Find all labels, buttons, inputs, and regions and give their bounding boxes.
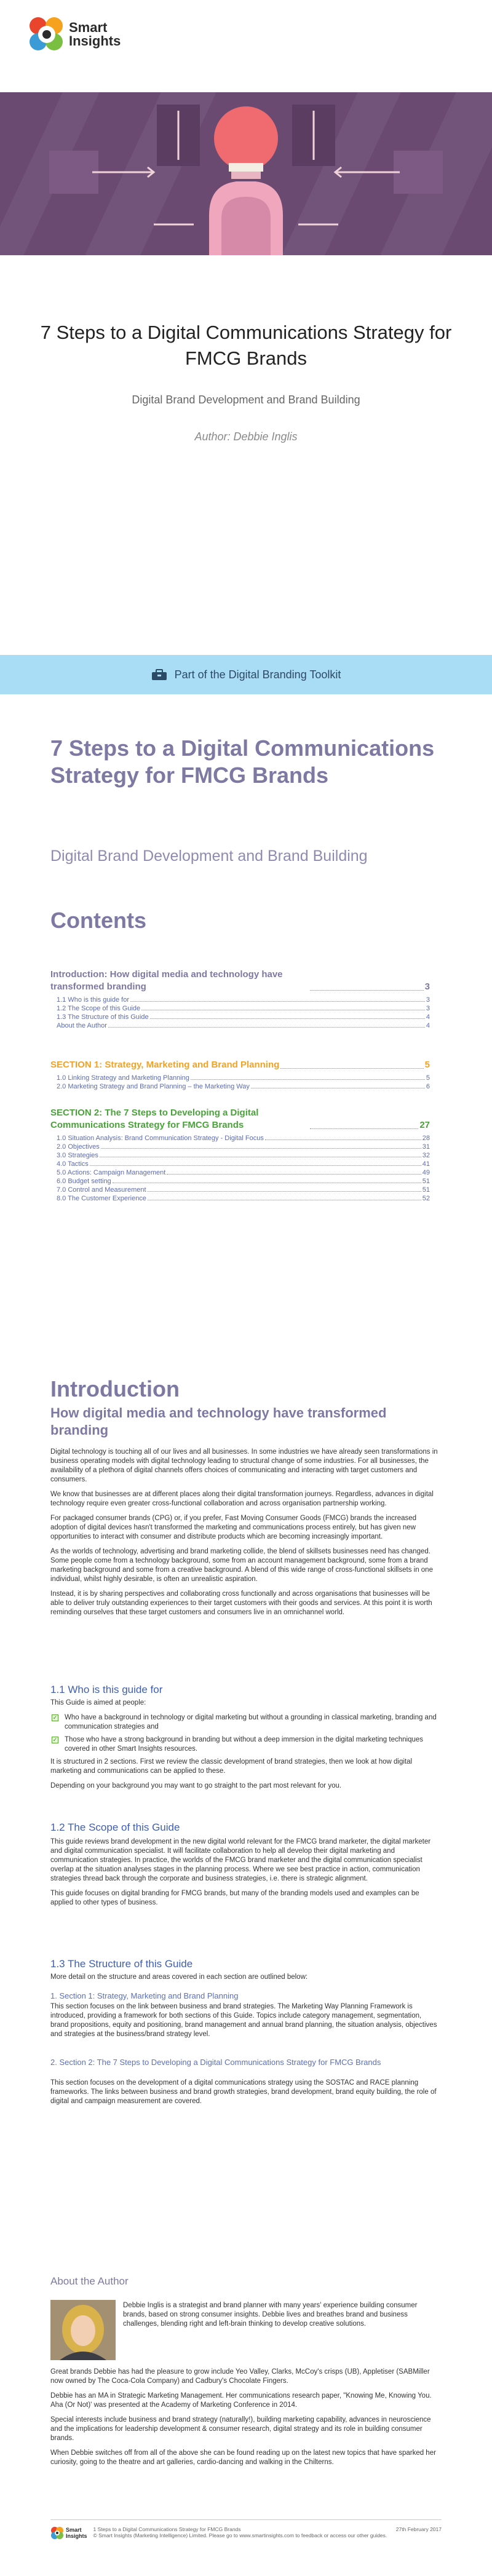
paragraph: As the worlds of technology, advertising and brand marketing collide, the blend of skillsets businesses need has changed. Some people come from a technology background, some from an account management background, some from a brand marketing background and some from a creative background. A blend of this wide range of cross-functional skillsets in one individual, whilst highly desirable, is often an unrealistic aspiration. [50,1548,433,1583]
toc-section-title[interactable]: Introduction: How digital media and technology have transformed branding 3 [50,969,430,992]
section-1-2-body [50,1837,438,1913]
toc-entry[interactable]: 2.0 Objectives 31 [57,1143,430,1151]
toc-entry[interactable]: 6.0 Budget setting 51 [57,1178,430,1185]
logo-mark-icon [30,17,64,52]
toc-entry[interactable]: About the Author 4 [57,1022,430,1029]
paragraph: Debbie has an MA in Strategic Marketing Management. Her communications research paper, "Knowing Me, Knowing You. Aha (Or Not)' was presented at the Academy of Marketing Conference in 2014. [50,2392,432,2409]
paragraph: This guide focuses on digital branding for FMCG brands, but many of the branding models used and examples can be applied to other types of business. [50,1890,419,1906]
author-details [50,2368,438,2473]
cover-author: Author: Debbie Inglis [194,430,298,443]
section-1-1-body [50,1698,438,1796]
toc-entry[interactable]: 1.0 Linking Strategy and Marketing Planning 5 [57,1074,430,1082]
paragraph: Great brands Debbie has had the pleasure to grow include Yeo Valley, Clarks, McCoy's crisps (UB), Appletiser (SABMiller now owned by The Coca-Cola Company) and Cadbury's Chocolate Fingers. [50,2368,430,2385]
toc-entry[interactable]: 2.0 Marketing Strategy and Brand Planning – the Marketing Way 6 [57,1083,430,1090]
inner-subtitle: Digital Brand Development and Brand Building [50,847,368,865]
paragraph: Digital technology is touching all of our lives and all businesses. In some industries we have already seen transformations in business operating models with digital technology leading to structural change of some industries. For all businesses, the availability of a plethora of digital channels offers choices of communicating and interacting with target customers and consumers. [50,1448,438,1483]
paragraph: This guide reviews brand development in the new digital world relevant for the FMCG brand marketer, the digital marketer and digital communication specialist. It will facilitate collaboration to help all develop their digital marketing and communication strategies. In practice, the worlds of the FMCG brand marketer and the digital communication specialist overlap at the situation analyses stages in the planning process. Where we see best practice in action, communication strategies thread back through the corporate and business strategies, i.e. there is strategic alignment. [50,1838,431,1882]
paragraph: Depending on your background you may want to go straight to the part most relevant for you. [50,1782,342,1789]
logo-name-line1: Smart [69,20,108,35]
paragraph: We know that businesses are at different places along their digital transformation journeys. Regardless, advances in digital technology require even greater cross-functional collaboration and across organisation partnership working. [50,1491,434,1507]
toolkit-banner[interactable] [0,655,492,694]
introduction-body [50,1448,438,1623]
paragraph: When Debbie switches off from all of the above she can be found reading up on the latest new topics that have sparked her curiosity, going to the theatre and art galleries, cardio-dancing and walking in the Chilterns. [50,2449,436,2466]
checkmark-icon: ✓ [52,1714,58,1721]
structure-section-2-title: 2. Section 2: The 7 Steps to Developing a Digital Communications Strategy for FMCG Brands [50,2058,381,2067]
toc-section-title[interactable]: SECTION 1: Strategy, Marketing and Brand Planning 5 [50,1060,430,1070]
structure-section-1-title: 1. Section 1: Strategy, Marketing and Brand Planning [50,1991,239,2000]
checkmark-icon: ✓ [52,1737,58,1743]
section-1-2-heading: 1.2 The Scope of this Guide [50,1821,180,1833]
contents-heading: Contents [50,908,146,933]
page-footer [50,2526,442,2540]
logo-mark-icon [50,2526,64,2540]
toc-entry[interactable]: 3.0 Strategies 32 [57,1152,430,1159]
toc-section-2 [50,1107,430,1203]
list-item: ✓ Who have a background in technology or digital marketing but without a grounding in classical marketing, branding and communication strategies and [52,1714,437,1730]
cover-illustration [0,92,492,255]
toc-entry[interactable]: 1.3 The Structure of this Guide 4 [57,1013,430,1021]
introduction-subheading: How digital media and technology have transformed branding [50,1405,387,1438]
toc-entry[interactable]: 1.0 Situation Analysis: Brand Communication Strategy - Digital Focus 28 [57,1135,430,1142]
paragraph: It is structured in 2 sections. First we review the classic development of brand strategies, then we look at how digital marketing and communications can be applied to these. [50,1758,413,1775]
about-author-heading: About the Author [50,2275,129,2287]
section-1-3-heading: 1.3 The Structure of this Guide [50,1958,193,1970]
author-photo [50,2300,116,2360]
list-item: ✓ Those who have a strong background in branding but without a deep immersion in the digital marketing techniques covered in other Smart Insights resources. [52,1736,424,1753]
toc-entry[interactable]: 4.0 Tactics 41 [57,1160,430,1168]
section-1-3-lead: More detail on the structure and areas covered in each section are outlined below: [50,1973,308,1981]
paragraph: Instead, it is by sharing perspectives and collaborating cross functionally and across organisations that businesses will be able to deliver truly outstanding experiences to their target customers with their goods and services. At this point it is worth reminding ourselves that these target customers and consumers live in an omnichannel world. [50,1590,432,1616]
toolkit-label: Part of the Digital Branding Toolkit [174,668,341,681]
lightbulb-head-icon [0,92,492,255]
paragraph: For packaged consumer brands (CPG) or, if you prefer, Fast Moving Consumer Goods (FMCG) brands the increased adoption of digital devices hasn't transformed the marketing and communications process entirely, but has given new opportunities to interact with consumer and distribute products which are becoming increasingly important. [50,1515,417,1540]
footer-divider [50,2519,442,2520]
toolbox-icon [151,668,167,681]
author-bio: Debbie Inglis is a strategist and brand planner with many years' experience building consumer brands, based on strong consumer insights. Debbie lives and breathes brand and business challenges, blending right and left-brain thinking to develop creative solutions. [123,2302,418,2328]
structure-section-2-text: This section focuses on the development of a digital communications strategy using the SOSTAC and RACE planning frameworks. The links between business and brand growth strategies, brand development, brand equity building, the role of digital and campaign measurement are covered. [50,2079,437,2105]
cover-title: 7 Steps to a Digital Communications Strategy for FMCG Brands [40,322,452,369]
section-1-1-heading: 1.1 Who is this guide for [50,1684,163,1695]
paragraph: This Guide is aimed at people: [50,1699,146,1706]
inner-title: 7 Steps to a Digital Communications Strategy for FMCG Brands [50,735,435,788]
introduction-heading: Introduction [50,1376,180,1401]
structure-section-1-text: This section focuses on the link between business and brand strategies. The Marketing Way Planning Framework is introduced, providing a framework for both sections of this Guide. Topics include category management, segmentation, brand propositions, equity and positioning, brand management and annual brand planning, the situation analysis, objectives and strategies at the business/brand strategy level. [50,2003,437,2038]
cover-subtitle: Digital Brand Development and Brand Building [132,394,360,406]
toc-entry[interactable]: 1.1 Who is this guide for 3 [57,996,430,1004]
toc-entry[interactable]: 1.2 The Scope of this Guide 3 [57,1005,430,1012]
footer-logo: Smart Insights [50,2526,87,2540]
toc-section-title[interactable]: SECTION 2: The 7 Steps to Developing a Digital Communications Strategy for FMCG Brands 27 [50,1108,430,1130]
footer-title: Steps to a Digital Communications Strategy for FMCG Brands [97,2526,241,2532]
toc-entry[interactable]: 7.0 Control and Measurement 51 [57,1186,430,1194]
footer-copyright: © Smart Insights (Marketing Intelligence) Limited. Please go to www.smartinsights.com to feedback or access our other guides. [93,2532,387,2538]
toc-section-1 [50,1059,430,1091]
smart-insights-logo [30,17,121,52]
toc-entry[interactable]: 8.0 The Customer Experience 52 [57,1195,430,1202]
toc-entry[interactable]: 5.0 Actions: Campaign Management 49 [57,1169,430,1176]
footer-page-number: 1 [93,2526,97,2532]
toc-intro [50,969,430,1030]
logo-name-line2: Insights [69,33,121,49]
footer-date: 27th February 2017 [395,2526,442,2532]
paragraph: Special interests include business and brand strategy (naturally!), building marketing capability, advances in neuroscience and the implications for leadership development & consumer research, digital strategy and its role in building consumer brands. [50,2416,431,2442]
